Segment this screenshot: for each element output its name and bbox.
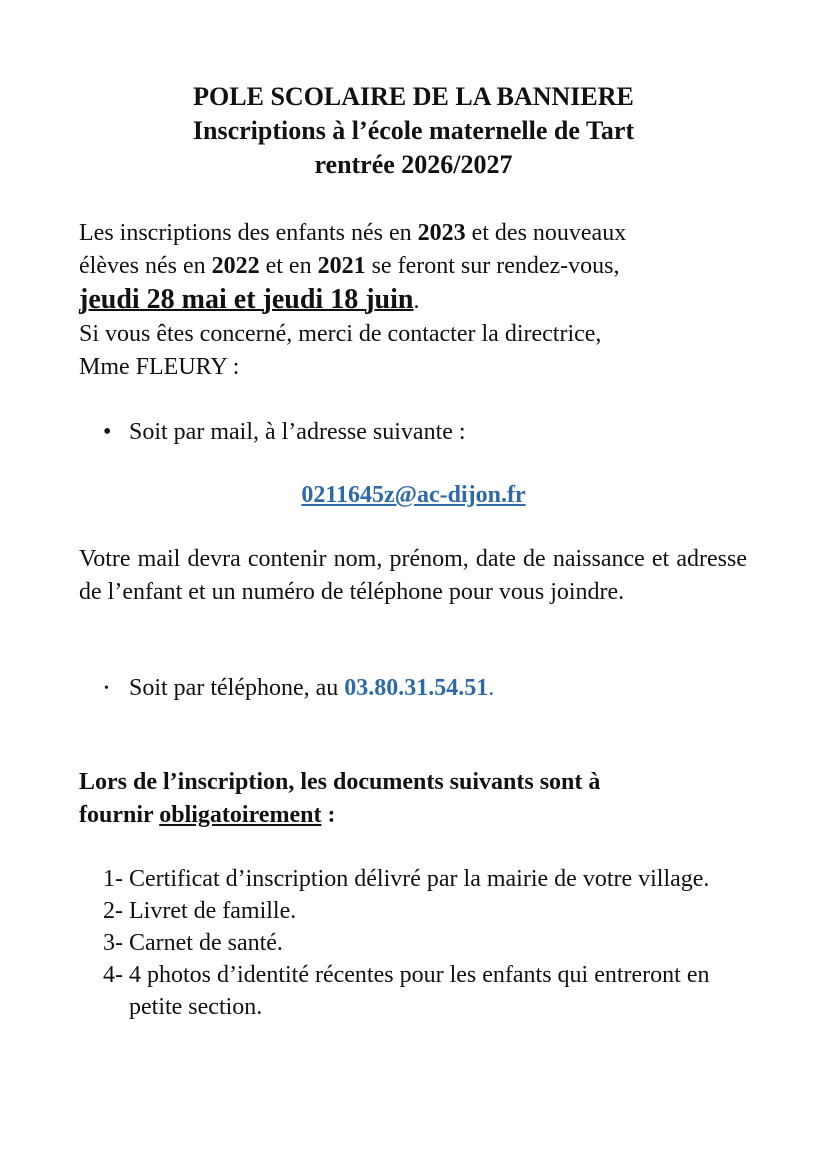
email-link[interactable]: 0211645z@ac-dijon.fr: [301, 482, 526, 508]
documents-title-text: fournir: [79, 802, 160, 828]
list-item: 2- Livret de famille.: [103, 898, 297, 924]
intro-text: élèves nés en: [79, 253, 212, 279]
documents-title: [79, 766, 747, 832]
bullet-phone-text: [129, 672, 494, 705]
phone-number[interactable]: 03.80.31.54.51: [344, 675, 489, 701]
birth-year-2023: 2023: [417, 220, 466, 246]
documents-title-text: :: [321, 802, 336, 828]
documents-title-line-1: Lors de l’inscription, les documents suivants sont à: [79, 769, 601, 795]
bullet-mail-text: Soit par mail, à l’adresse suivante :: [129, 419, 466, 445]
birth-year-2022: 2022: [211, 253, 260, 279]
mail-instructions: Votre mail devra contenir nom, prénom, date de naissance et adresse de l’enfant et un numéro de téléphone pour vous joindre.: [79, 546, 747, 605]
school-name: POLE SCOLAIRE DE LA BANNIERE: [193, 82, 634, 111]
intro-text: .: [413, 288, 420, 314]
list-item: 4- 4 photos d’identité récentes pour les enfants qui entreront en petite section.: [103, 962, 710, 1020]
intro-text: et des nouveaux: [465, 220, 627, 246]
intro-paragraph: [79, 217, 747, 384]
phone-label: Soit par téléphone, au: [129, 675, 345, 701]
mandatory-word: obligatoirement: [159, 802, 322, 828]
intro-line-dates: [79, 283, 747, 318]
bullet-icon: •: [104, 681, 109, 696]
intro-line-4: Si vous êtes concerné, merci de contacter la directrice,: [79, 321, 602, 347]
birth-year-2021: 2021: [317, 253, 366, 279]
director-name: Mme FLEURY :: [79, 354, 240, 380]
document-header: [0, 80, 827, 182]
appointment-dates: jeudi 28 mai et jeudi 18 juin: [79, 284, 414, 315]
intro-line-2: [79, 250, 747, 283]
bullet-icon: •: [103, 419, 112, 445]
document-title: Inscriptions à l’école maternelle de Tart: [192, 116, 635, 145]
school-year: rentrée 2026/2027: [314, 150, 513, 179]
documents-list: [103, 863, 753, 1023]
list-item: 1- Certificat d’inscription délivré par la mairie de votre village.: [103, 866, 710, 892]
documents-title-line-2: [79, 799, 747, 832]
intro-line-1: [79, 217, 747, 250]
phone-end: .: [488, 675, 495, 701]
intro-text: se feront sur rendez-vous,: [365, 253, 620, 279]
intro-text: et en: [259, 253, 318, 279]
list-item: 3- Carnet de santé.: [103, 930, 283, 956]
intro-text: Les inscriptions des enfants nés en: [79, 220, 418, 246]
